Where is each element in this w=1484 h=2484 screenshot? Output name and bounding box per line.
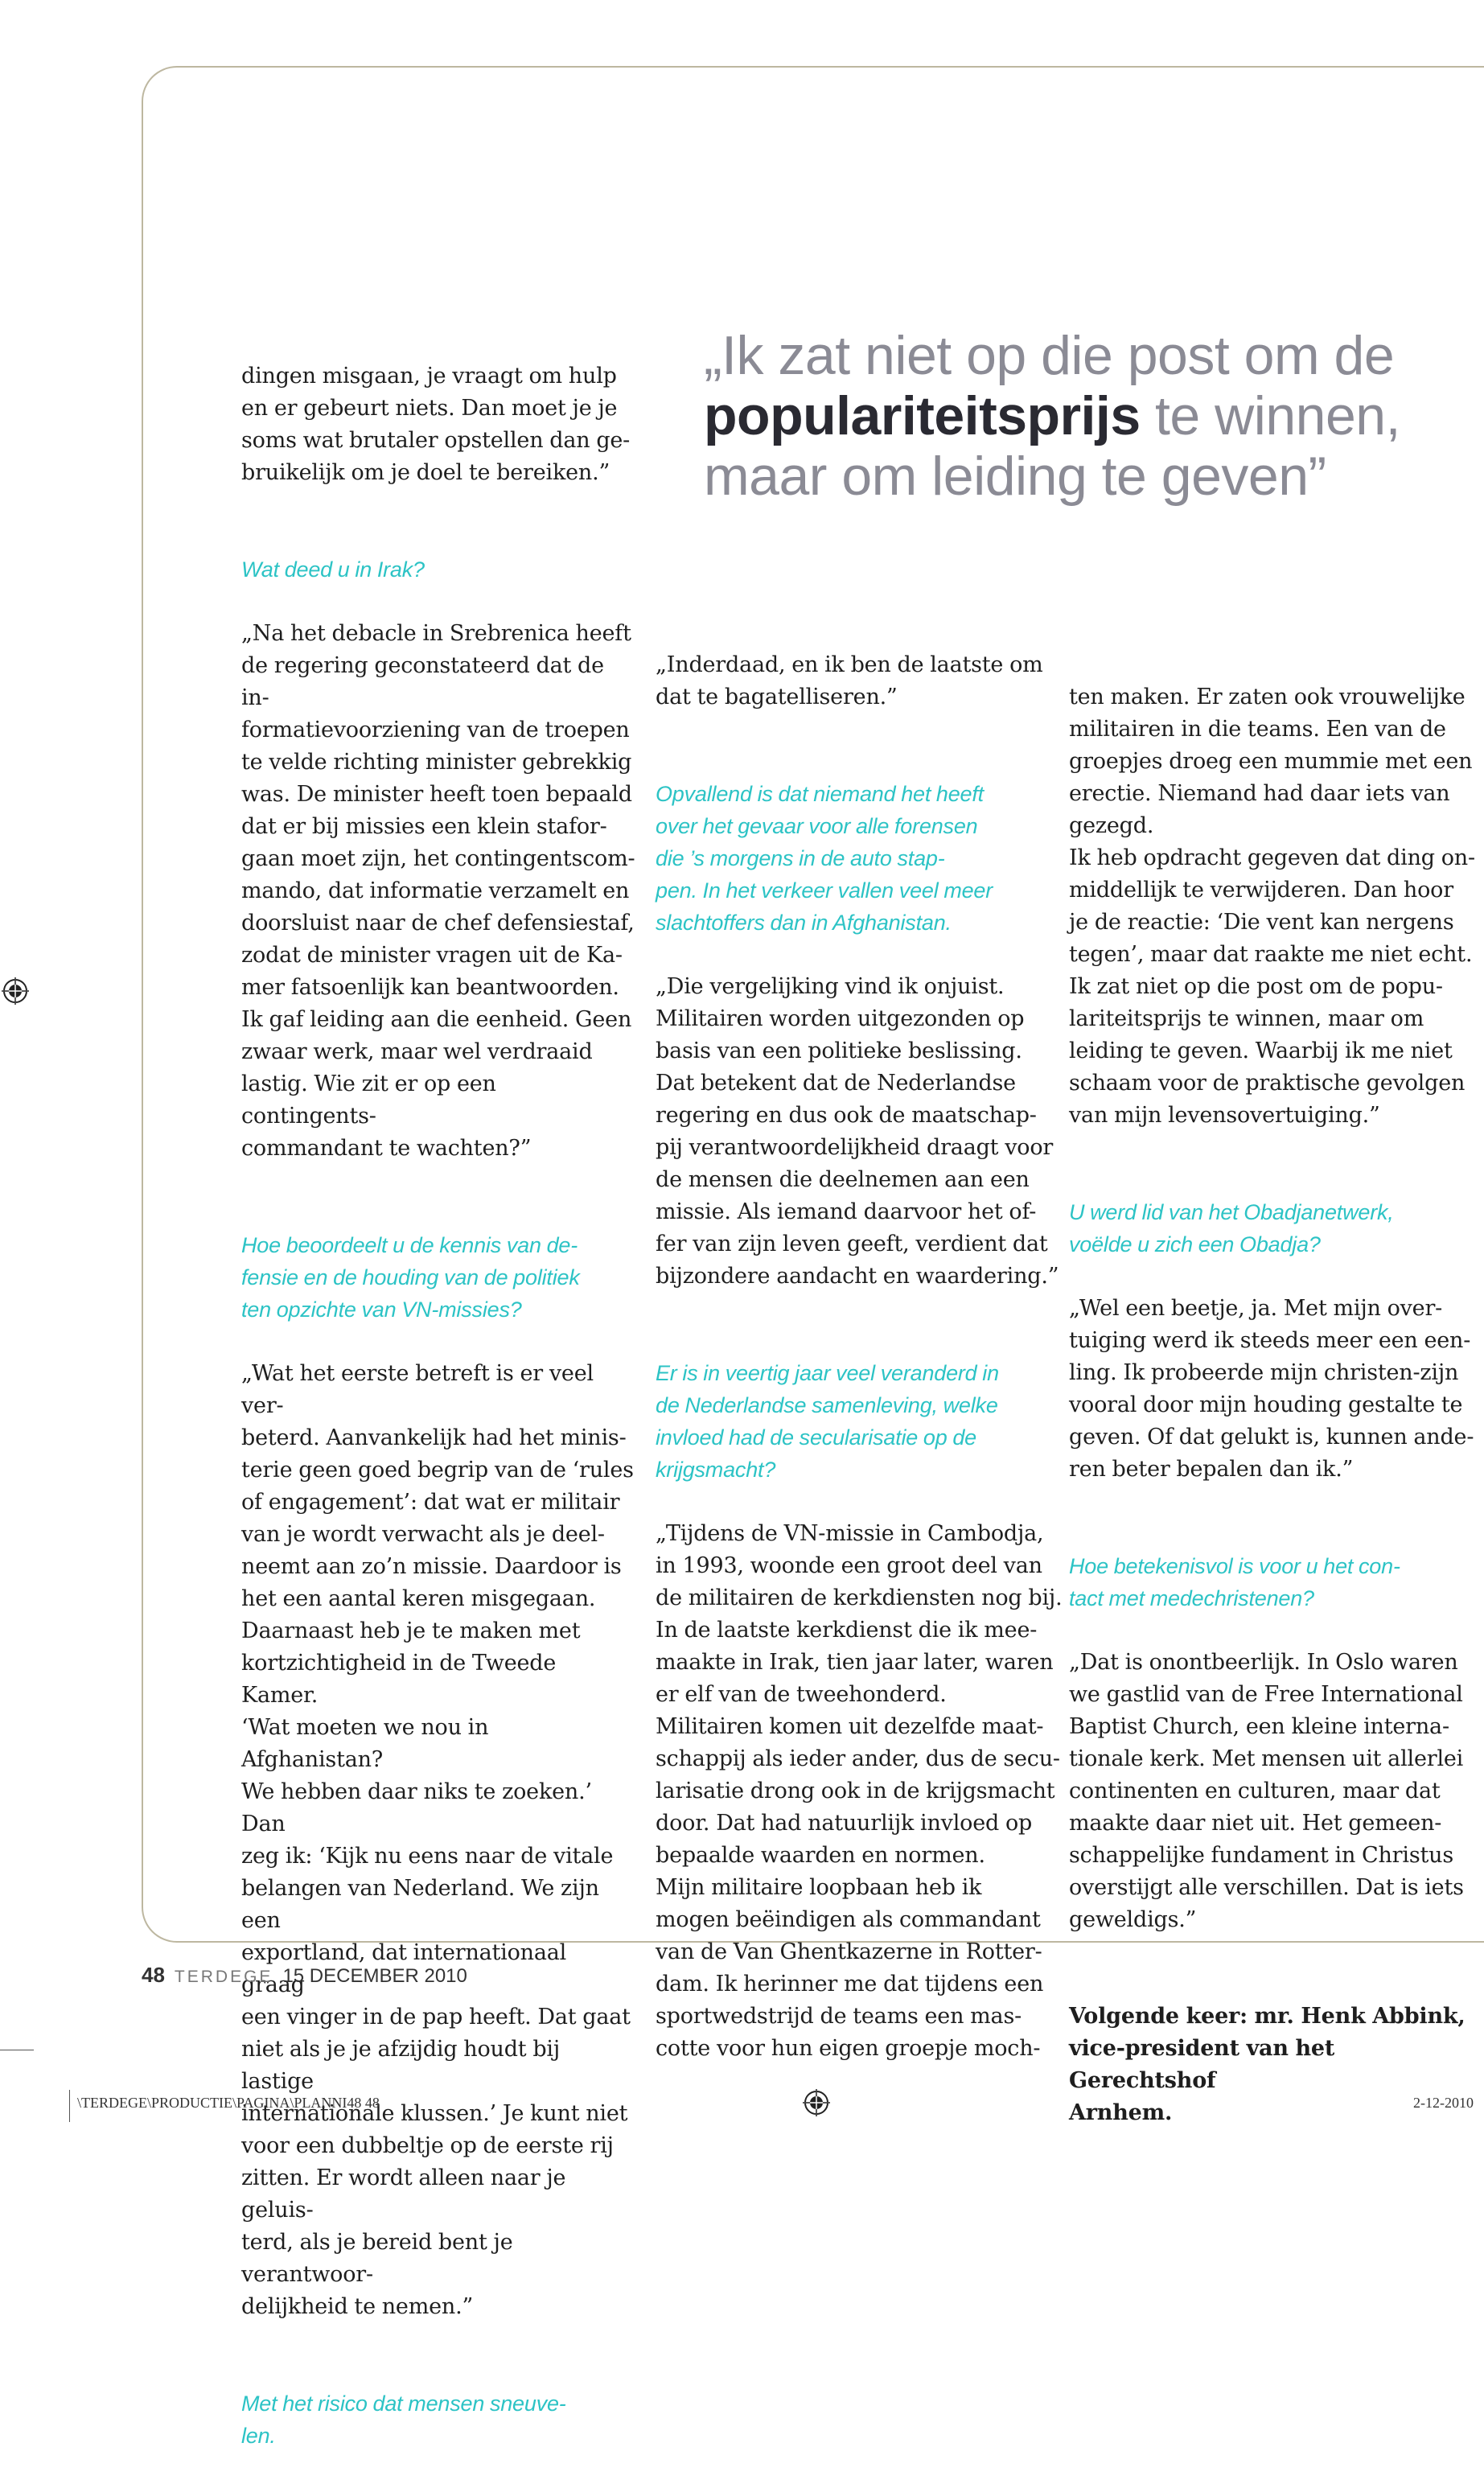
- pull-quote-before: „Ik zat niet op die post om de: [704, 325, 1395, 386]
- paragraph: dingen misgaan, je vraagt om hulp en er gebeurt niets. Dan moet je je soms wat brutaler opstellen dan ge- bruikelijk om je doel te bereiken.”: [241, 364, 631, 485]
- paragraph: „Tijdens de VN-missie in Cambodja, in 1993, woonde een groot deel van de militairen de kerkdiensten nog bij. In de laatste kerkdienst die ik mee- maakte in Irak, tien jaar later, waren er elf van de tweehonderd. Militairen komen uit dezelfde maat- schappij als ieder ander, dus de secu- larisatie drong ook in de krijgsmacht door. Dat had natuurlijk invloed op bepaalde waarden en normen. Mijn militaire loopbaan heb ik mogen beëindigen als commandant van de Van Ghentkazerne in Rotter- dam. Ik herinner me dat tijdens een sportwedstrijd de teams een mas- cotte voor hun eigen groepje moch-: [656, 1521, 1063, 2061]
- crop-mark: [69, 2090, 70, 2122]
- column-2: [656, 617, 1066, 2097]
- interview-question: Met het risico dat mensen sneuve- len.: [241, 2391, 566, 2448]
- column-1: [241, 328, 635, 2484]
- paragraph: „Wat het eerste betreft is er veel ver- beterd. Aanvankelijk had het minis- terie geen goed begrip van de ‘rules of engagement’: dat wat er militair van je wordt verwacht als je deel- neemt aan zo’n missie. Daardoor is het een aantal keren misgegaan. Daarnaast heb je te maken met kortzichtigheid in de Tweede Kamer. ‘Wat moeten we nou in Afghanistan? We hebben daar niks te zoeken.’ Dan zeg ik: ‘Kijk nu eens naar de vitale belangen van Nederland. We zijn een exportland, dat internationaal graag een vinger in de pap heeft. Dat gaat niet als je je afzijdig houdt bij lastige internationale klussen.’ Je kunt niet voor een dubbeltje op de eerste rij zitten. Er wordt alleen naar je geluis- terd, als je bereid bent je verantwoor- delijkheid te nemen.”: [241, 1361, 634, 2319]
- column-3: [1069, 649, 1479, 2161]
- interview-question: Opvallend is dat niemand het heeft over het gevaar voor alle forensen die ’s morgens in de auto stap- pen. In het verkeer vallen veel meer slachtoffers dan in Afghanistan.: [656, 782, 993, 935]
- pull-quote: [704, 326, 1476, 507]
- print-slug-path: \TERDEGE\PRODUCTIE\PAGINA\PLANNI48 48: [77, 2095, 380, 2111]
- interview-question: Hoe betekenisvol is voor u het con- tact met medechristenen?: [1069, 1554, 1400, 1610]
- pull-quote-after: te winnen, maar om leiding te geven”: [704, 385, 1401, 507]
- magazine-name: TERDEGE: [174, 1968, 273, 1986]
- next-episode-note: Volgende keer: mr. Henk Abbink, vice-president van het Gerechtshof Arnhem.: [1069, 2004, 1466, 2125]
- paragraph: „Na het debacle in Srebrenica heeft de regering geconstateerd dat de in- formatievoorziening van de troepen te velde richting minister gebrekkig was. De minister heeft toen bepaald dat er bij missies een klein stafor- gaan moet zijn, het contingentscom- mando, dat informatie verzamelt en doorsluist naar de chef defensiestaf, zodat de minister vragen uit de Ka- mer fatsoenlijk kan beantwoorden. Ik gaf leiding aan die eenheid. Geen zwaar werk, maar wel verdraaid lastig. Wie zit er op een contingents- commandant te wachten?”: [241, 621, 635, 1161]
- interview-question: Wat deed u in Irak?: [241, 557, 425, 582]
- paragraph: „Dat is onontbeerlijk. In Oslo waren we gastlid van de Free International Baptist Church, een kleine interna- tionale kerk. Met mensen uit allerlei continenten en culturen, maar dat maakte daar niet uit. Het gemeen- schappelijke fundament in Christus overstijgt alle verschillen. Dat is iets geweldigs.”: [1069, 1650, 1464, 1932]
- page-number: 48: [142, 1963, 165, 1987]
- interview-question: Er is in veertig jaar veel veranderd in de Nederlandse samenleving, welke invloed had de secularisatie op de krijgsmacht?: [656, 1361, 999, 1482]
- registration-mark-icon: [803, 2089, 830, 2116]
- interview-question: U werd lid van het Obadjanetwerk, voëlde u zich een Obadja?: [1069, 1200, 1394, 1256]
- paragraph: „Inderdaad, en ik ben de laatste om dat te bagatelliseren.”: [656, 652, 1043, 709]
- print-slug-date: 2-12-2010: [1413, 2095, 1474, 2111]
- issue-date: 15 DECEMBER 2010: [282, 1965, 467, 1987]
- page-footer: [142, 1963, 467, 1988]
- paragraph: „Die vergelijking vind ik onjuist. Militairen worden uitgezonden op basis van een politieke beslissing. Dat betekent dat de Nederlandse regering en dus ook de maatschap- pij verantwoordelijkheid draagt voor de mensen die deelnemen aan een missie. Als iemand daarvoor het of- fer van zijn leven geeft, verdient dat bijzondere aandacht en waardering.”: [656, 974, 1059, 1289]
- paragraph: „Wel een beetje, ja. Met mijn over- tuiging werd ik steeds meer een een- ling. Ik probeerde mijn christen-zijn vooral door mijn houding gestalte te geven. Of dat gelukt is, kunnen ande- ren beter bepalen dan ik.”: [1069, 1296, 1474, 1482]
- pull-quote-highlight: populariteitsprijs: [704, 385, 1141, 446]
- paragraph: ten maken. Er zaten ook vrouwelijke militairen in die teams. Een van de groepjes droeg een mummie met een erectie. Niemand had daar iets van gezegd. Ik heb opdracht gegeven dat ding on- middellijk te verwijderen. Dan hoor je de reactie: ‘Die vent kan nergens tegen’, maar dat raakte me niet echt. Ik zat niet op die post om de popu- lariteitsprijs te winnen, maar om leiding te geven. Waarbij ik me niet schaam voor de praktische gevolgen van mijn levensovertuiging.”: [1069, 685, 1475, 1128]
- registration-mark-icon: [2, 977, 29, 1005]
- interview-question: Hoe beoordeelt u de kennis van de- fensie en de houding van de politiek ten opzichte van VN-missies?: [241, 1233, 580, 1322]
